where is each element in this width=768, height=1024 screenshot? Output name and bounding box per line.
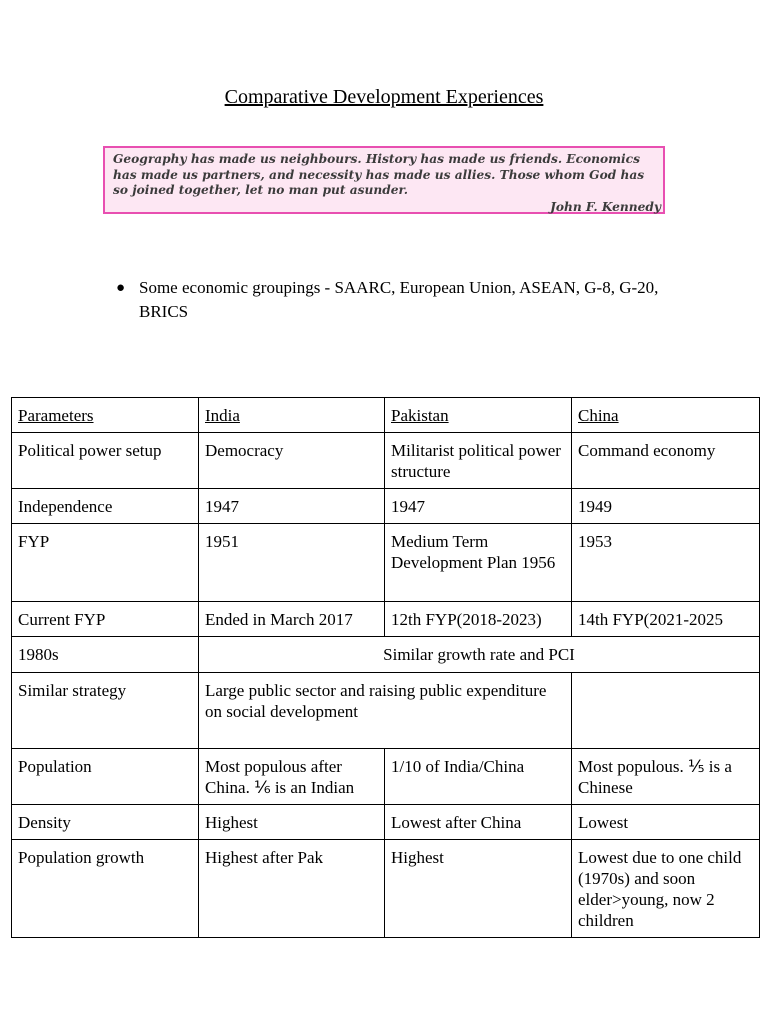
table-row xyxy=(12,489,760,524)
table-cell: Political power setup xyxy=(12,433,199,489)
page-title: Comparative Development Experiences xyxy=(224,86,544,108)
header-india: India xyxy=(199,398,385,433)
table-cell: Population growth xyxy=(12,840,199,938)
bullet-dot-icon: ● xyxy=(116,280,126,296)
table-cell: Similar growth rate and PCI xyxy=(199,637,760,673)
table-cell: Democracy xyxy=(199,433,385,489)
table-cell: 1951 xyxy=(199,524,385,602)
table-cell: Large public sector and raising public expenditure on social development xyxy=(199,673,572,749)
table-row xyxy=(12,805,760,840)
table-cell: 12th FYP(2018-2023) xyxy=(385,602,572,637)
quote-text: Geography has made us neighbours. History has made us friends. Economics has made us partners, and necessity has made us allies. Those whom God has so joined together, let no man put asunder. xyxy=(113,152,645,197)
table-cell: Militarist political power structure xyxy=(385,433,572,489)
bullet-text: Some economic groupings - SAARC, European Union, ASEAN, G-8, G-20, BRICS xyxy=(139,278,659,321)
table-cell: 1947 xyxy=(385,489,572,524)
header-parameters: Parameters xyxy=(12,398,199,433)
quote-author: John F. Kennedy xyxy=(550,199,661,214)
table-cell: Current FYP xyxy=(12,602,199,637)
comparison-table xyxy=(11,397,760,938)
table-cell: Ended in March 2017 xyxy=(199,602,385,637)
header-china: China xyxy=(572,398,760,433)
table-cell: Most populous. ⅕ is a Chinese xyxy=(572,749,760,805)
table-cell: Population xyxy=(12,749,199,805)
table-cell: Lowest after China xyxy=(385,805,572,840)
table-cell: Lowest due to one child (1970s) and soon elder>young, now 2 children xyxy=(572,840,760,938)
table-row xyxy=(12,602,760,637)
table-cell: 1947 xyxy=(199,489,385,524)
table-cell: Independence xyxy=(12,489,199,524)
quote-box xyxy=(103,146,665,214)
table-cell: 1949 xyxy=(572,489,760,524)
table-row xyxy=(12,637,760,673)
table-cell: Lowest xyxy=(572,805,760,840)
table-header-row xyxy=(12,398,760,433)
table-cell: Similar strategy xyxy=(12,673,199,749)
table-cell xyxy=(572,673,760,749)
table-row xyxy=(12,749,760,805)
table-row xyxy=(12,524,760,602)
table-cell: Most populous after China. ⅙ is an Indian xyxy=(199,749,385,805)
bullet-item xyxy=(116,276,676,324)
table-cell: Command economy xyxy=(572,433,760,489)
header-pakistan: Pakistan xyxy=(385,398,572,433)
table-cell: 1/10 of India/China xyxy=(385,749,572,805)
table-row xyxy=(12,840,760,938)
table-row xyxy=(12,673,760,749)
table-cell: 1953 xyxy=(572,524,760,602)
table-row xyxy=(12,433,760,489)
table-cell: Highest xyxy=(385,840,572,938)
table-cell: Density xyxy=(12,805,199,840)
table-cell: FYP xyxy=(12,524,199,602)
table-cell: Medium Term Development Plan 1956 xyxy=(385,524,572,602)
table-cell: 1980s xyxy=(12,637,199,673)
table-cell: Highest xyxy=(199,805,385,840)
table-cell: Highest after Pak xyxy=(199,840,385,938)
table-cell: 14th FYP(2021-2025 xyxy=(572,602,760,637)
